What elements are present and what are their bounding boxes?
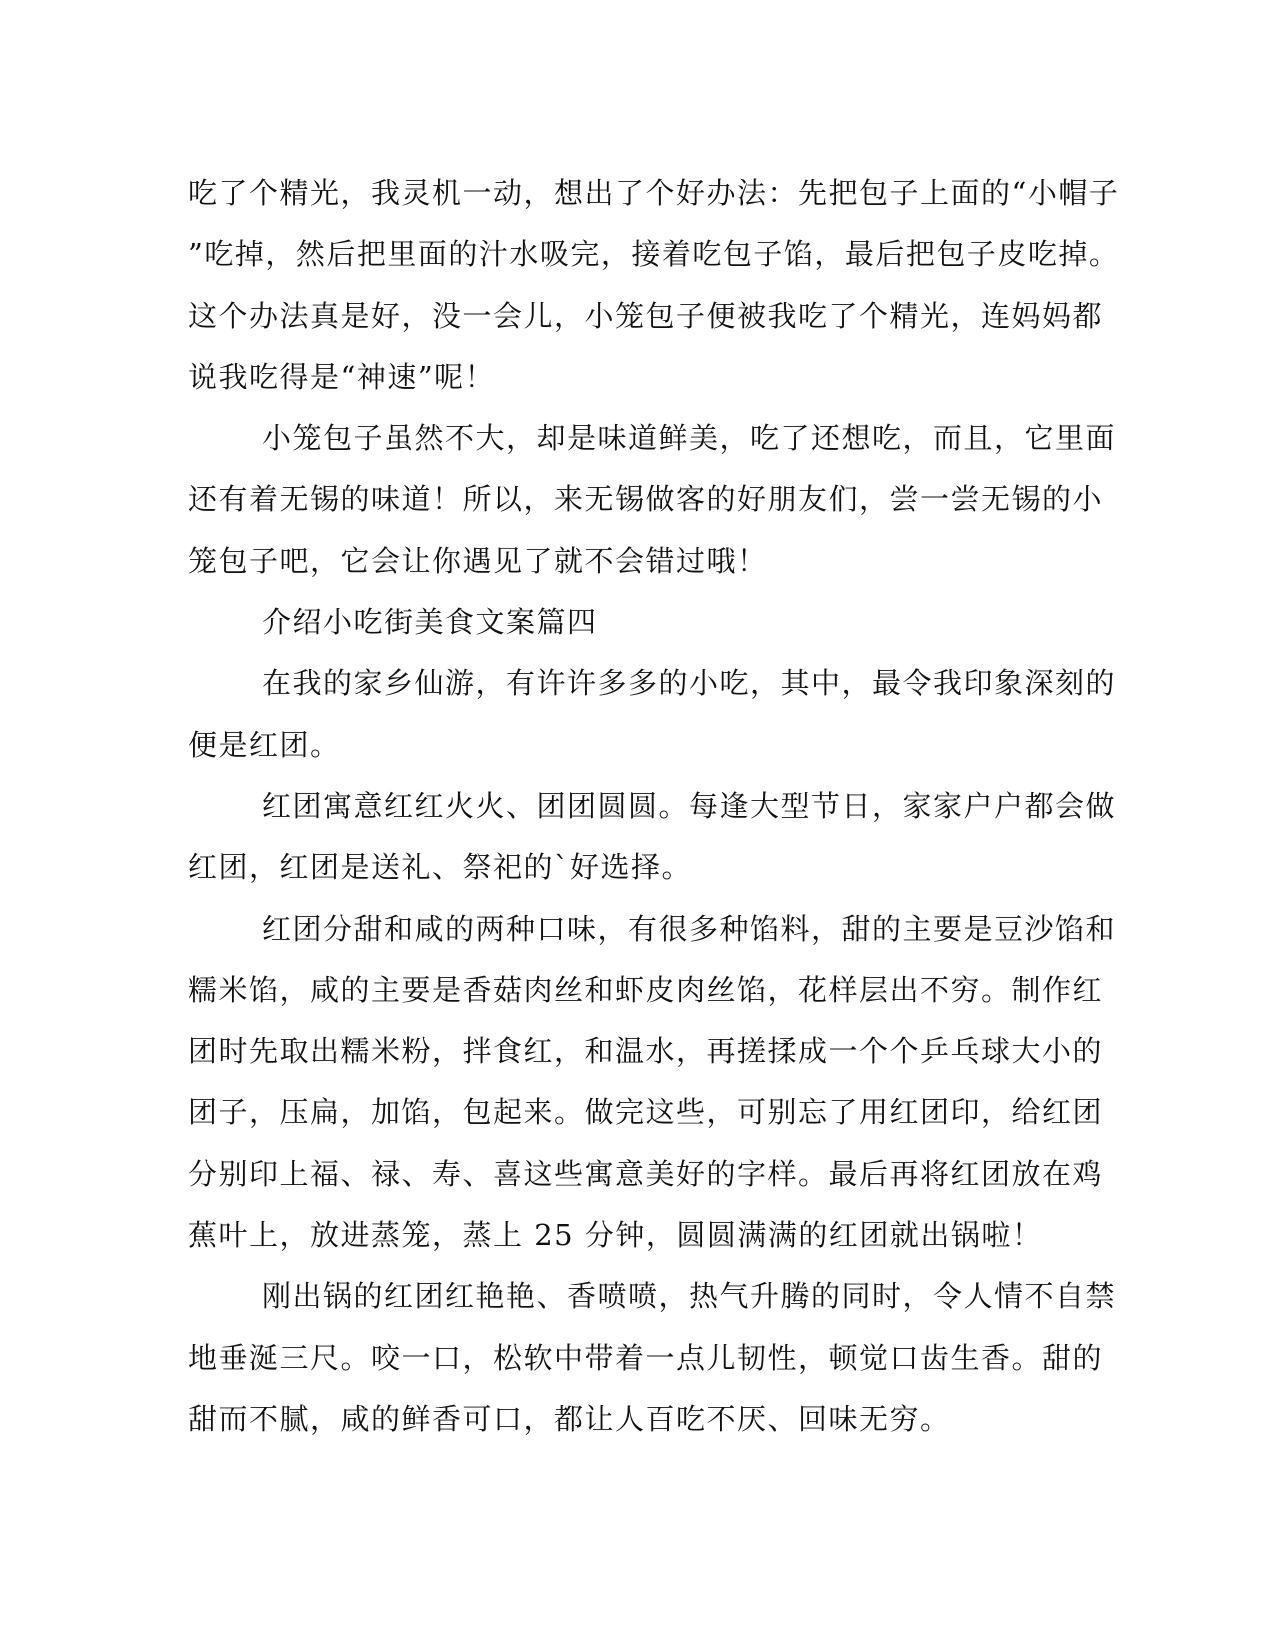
section-heading: 介绍小吃街美食文案篇四: [262, 605, 598, 640]
text-line: 团时先取出糯米粉，拌食红，和温水，再搓揉成一个个乒乓球大小的: [188, 1034, 1104, 1069]
text-line: 说我吃得是“神速”呢！: [188, 359, 496, 394]
text-line: 蕉叶上，放进蒸笼，蒸上 25 分钟，圆圆满满的红团就出锅啦！: [188, 1218, 1043, 1253]
text-line: 便是红团。: [188, 727, 341, 762]
text-line: 这个办法真是好，没一会儿，小笼包子便被我吃了个精光，连妈妈都: [188, 298, 1104, 333]
text-line: 甜而不腻，咸的鲜香可口，都让人百吃不厌、回味无穷。: [188, 1401, 951, 1436]
text-line: 刚出锅的红团红艳艳、香喷喷，热气升腾的同时，令人情不自禁: [262, 1279, 1117, 1314]
text-line: 团子，压扁，加馅，包起来。做完这些，可别忘了用红团印，给红团: [188, 1095, 1104, 1130]
text-line: 笼包子吧，它会让你遇见了就不会错过哦！: [188, 543, 768, 578]
text-line: 红团，红团是送礼、祭祀的`好选择。: [188, 850, 693, 885]
text-line: 红团寓意红红火火、团团圆圆。每逢大型节日，家家户户都会做: [262, 788, 1117, 823]
text-line: 小笼包子虽然不大，却是味道鲜美，吃了还想吃，而且，它里面: [262, 421, 1117, 456]
text-line: 还有着无锡的味道！所以，来无锡做客的好朋友们，尝一尝无锡的小: [188, 482, 1104, 517]
text-line: 地垂涎三尺。咬一口，松软中带着一点儿韧性，顿觉口齿生香。甜的: [188, 1340, 1104, 1375]
text-line: 糯米馅，咸的主要是香菇肉丝和虾皮肉丝馅，花样层出不穷。制作红: [188, 972, 1104, 1007]
text-line: 分别印上福、禄、寿、喜这些寓意美好的字样。最后再将红团放在鸡: [188, 1156, 1104, 1191]
text-line: 红团分甜和咸的两种口味，有很多种馅料，甜的主要是豆沙馅和: [262, 911, 1117, 946]
text-line: 在我的家乡仙游，有许许多多的小吃，其中，最令我印象深刻的: [262, 666, 1117, 701]
text-line: ”吃掉，然后把里面的汁水吸完，接着吃包子馅，最后把包子皮吃掉。: [188, 237, 1120, 272]
document-body: [188, 163, 1120, 1450]
text-line: 吃了个精光，我灵机一动，想出了个好办法：先把包子上面的“小帽子: [188, 176, 1120, 210]
